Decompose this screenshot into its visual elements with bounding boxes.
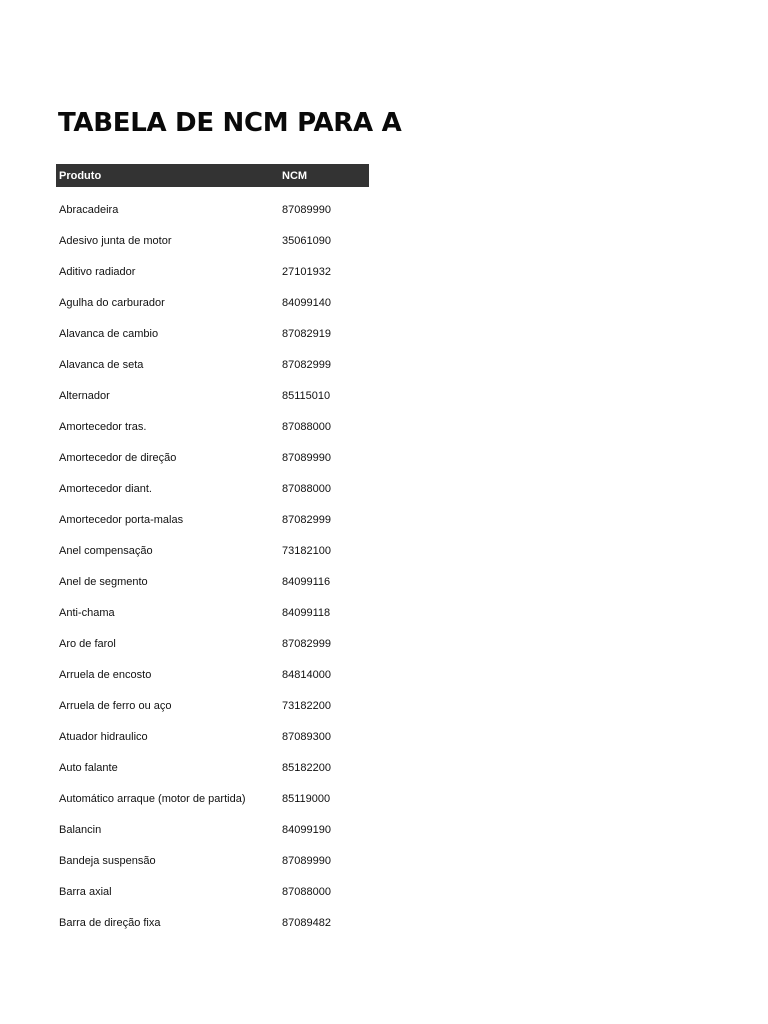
cell-produto: Anel compensação [59,544,153,557]
cell-ncm: 35061090 [282,234,331,247]
header-produto: Produto [59,169,102,182]
table-row [56,380,369,411]
cell-ncm: 87082999 [282,513,331,526]
cell-ncm: 85115010 [282,389,331,402]
table-row [56,721,369,752]
table-row [56,876,369,907]
cell-ncm: 84099116 [282,575,331,588]
cell-produto: Adesivo junta de motor [59,234,172,247]
table-row [56,783,369,814]
table-row [56,473,369,504]
table-row [56,690,369,721]
table-row [56,225,369,256]
table-row [56,194,369,225]
ncm-table [56,164,369,938]
cell-produto: Amortecedor porta-malas [59,513,184,526]
table-row [56,907,369,938]
cell-produto: Bandeja suspensão [59,854,156,867]
cell-ncm: 85119000 [282,792,331,805]
table-row [56,411,369,442]
cell-produto: Anel de segmento [59,575,148,588]
table-row [56,287,369,318]
cell-produto: Abracadeira [59,203,119,216]
table-row [56,349,369,380]
cell-produto: Alavanca de cambio [59,327,159,340]
cell-produto: Amortecedor diant. [59,482,152,495]
cell-ncm: 73182100 [282,544,331,557]
cell-ncm: 87089990 [282,203,331,216]
cell-ncm: 84099118 [282,606,331,619]
cell-produto: Barra de direção fixa [59,916,161,929]
table-header [56,164,369,187]
header-ncm: NCM [282,169,308,182]
table-row [56,628,369,659]
table-row [56,535,369,566]
table-row [56,318,369,349]
cell-ncm: 87088000 [282,885,331,898]
cell-ncm: 87089300 [282,730,331,743]
table-row [56,504,369,535]
cell-produto: Balancin [59,823,102,836]
cell-ncm: 87088000 [282,420,331,433]
cell-produto: Arruela de encosto [59,668,152,681]
table-row [56,752,369,783]
cell-ncm: 27101932 [282,265,331,278]
cell-produto: Amortecedor tras. [59,420,147,433]
table-row [56,566,369,597]
table-row [56,814,369,845]
cell-produto: Atuador hidraulico [59,730,148,743]
table-row [56,442,369,473]
cell-ncm: 85182200 [282,761,331,774]
cell-ncm: 84814000 [282,668,331,681]
table-row [56,659,369,690]
cell-ncm: 73182200 [282,699,331,712]
cell-ncm: 87082919 [282,327,331,340]
table-row [56,845,369,876]
cell-produto: Automático arraque (motor de partida) [59,792,246,805]
cell-produto: Aditivo radiador [59,265,136,278]
cell-produto: Aro de farol [59,637,116,650]
cell-produto: Alavanca de seta [59,358,144,371]
table-row [56,597,369,628]
cell-ncm: 87082999 [282,637,331,650]
cell-produto: Amortecedor de direção [59,451,177,464]
cell-produto: Anti-chama [59,606,115,619]
table-row [56,256,369,287]
cell-ncm: 87089990 [282,451,331,464]
cell-produto: Arruela de ferro ou aço [59,699,172,712]
cell-produto: Barra axial [59,885,112,898]
cell-ncm: 87082999 [282,358,331,371]
cell-ncm: 87089482 [282,916,331,929]
cell-ncm: 87089990 [282,854,331,867]
document-title: TABELA DE NCM PARA A [58,108,402,138]
cell-ncm: 84099190 [282,823,331,836]
cell-produto: Auto falante [59,761,118,774]
cell-produto: Agulha do carburador [59,296,165,309]
cell-produto: Alternador [59,389,110,402]
cell-ncm: 84099140 [282,296,331,309]
cell-ncm: 87088000 [282,482,331,495]
table-body [56,194,369,938]
